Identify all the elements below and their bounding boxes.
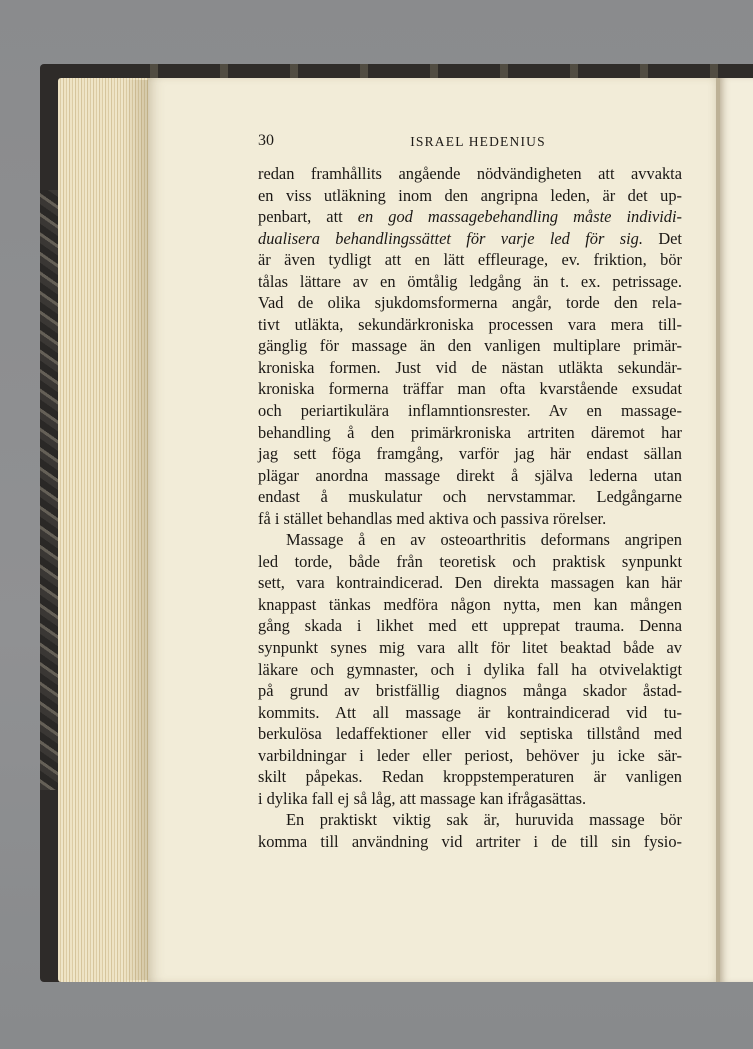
text-segment: led torde, både från teoretisk och praktisk synpunkt: [258, 551, 682, 571]
text-line: [258, 766, 682, 788]
page-body-text: [258, 163, 682, 853]
text-line: [258, 745, 682, 767]
text-line: [258, 486, 682, 508]
text-line: [258, 271, 682, 293]
text-segment: berkulösa ledaffektioner eller vid septiska tillstånd med: [258, 724, 682, 744]
text-line: [258, 809, 682, 831]
page-header: [258, 132, 682, 152]
page-edge-shadow: [124, 80, 150, 980]
text-segment: tålas lättare av en ömtålig ledgång än t. ex. petrissage.: [258, 271, 682, 291]
text-line: [258, 659, 682, 681]
text-segment: En praktiskt viktig sak är, huruvida massage bör: [286, 810, 682, 830]
text-line: [258, 378, 682, 400]
text-line: [258, 831, 682, 853]
text-line: [258, 163, 682, 185]
text-line: [258, 335, 682, 357]
text-line: [258, 788, 682, 810]
text-segment: få i stället behandlas med aktiva och passiva rörelser.: [258, 508, 607, 528]
text-line: [258, 723, 682, 745]
text-line: [258, 422, 682, 444]
text-segment: kroniska formerna träffar man ofta kvarstående exsudat: [258, 379, 682, 399]
text-segment: på grund av bristfällig diagnos många skador åstad-: [258, 681, 682, 701]
text-line: [258, 529, 682, 551]
text-segment: redan framhållits angående nödvändigheten att avvakta: [258, 164, 682, 183]
text-segment: kroniska formen. Just vid de nästan utläkta sekundär-: [258, 357, 682, 377]
italic-text-segment: en god massagebehandling måste individi-: [357, 207, 682, 227]
running-head: ISRAEL HEDENIUS: [410, 134, 546, 149]
text-segment: behandling å den primärkroniska artriten däremot har: [258, 422, 682, 442]
text-segment: läkare och gymnaster, och i dylika fall ha otvivelaktigt: [258, 659, 682, 679]
text-line: [258, 249, 682, 271]
text-segment: skilt påpekas. Redan kroppstemperaturen är vanligen: [258, 767, 682, 787]
text-segment: kommits. Att all massage är kontraindicerad vid tu-: [258, 702, 682, 722]
text-line: [258, 594, 682, 616]
page-number: 30: [258, 132, 274, 149]
text-segment: komma till användning vid artriter i de till sin fysio-: [258, 831, 682, 851]
cover-top-edge: [120, 64, 753, 78]
text-line: [258, 572, 682, 594]
text-line: [258, 206, 682, 228]
text-line: [258, 508, 682, 530]
text-line: [258, 702, 682, 724]
text-line: [258, 292, 682, 314]
italic-text-segment: dualisera behandlingssättet för varje led för sig.: [258, 228, 643, 248]
text-line: [258, 314, 682, 336]
text-segment: knappast tänkas medföra någon nytta, men kan mången: [258, 594, 682, 614]
text-line: [258, 551, 682, 573]
text-line: [258, 680, 682, 702]
text-segment: varbildningar i leder eller periost, behöver ju icke sär-: [258, 745, 682, 765]
text-segment: sett, vara kontraindicerad. Den direkta massagen kan här: [258, 573, 682, 593]
text-segment: Det: [642, 228, 682, 248]
text-line: [258, 185, 682, 207]
text-segment: gänglig för massage än den vanligen multiplare primär-: [258, 336, 682, 356]
text-segment: plägar anordna massage direkt å själva lederna utan: [258, 465, 682, 485]
text-segment: synpunkt synes mig vara allt för litet beaktad både av: [258, 638, 682, 658]
text-line: [258, 400, 682, 422]
text-line: [258, 443, 682, 465]
text-segment: i dylika fall ej så låg, att massage kan ifrågasättas.: [258, 788, 587, 808]
text-segment: penbart, att: [258, 207, 358, 227]
text-segment: gång skada i likhet med ett upprepat trauma. Denna: [258, 616, 682, 636]
text-line: [258, 465, 682, 487]
marbled-spine-edge: [40, 190, 60, 790]
text-segment: en viss utläkning inom den angripna leden, är det up-: [258, 185, 682, 205]
text-segment: och periartikulära inflamntionsrester. Av en massage-: [258, 401, 682, 421]
text-line: [258, 228, 682, 250]
text-segment: jag sett föga framgång, varför jag här endast sällan: [258, 444, 682, 464]
text-line: [258, 615, 682, 637]
facing-page: [720, 78, 753, 982]
text-segment: Massage å en av osteoarthritis deformans angripen: [286, 530, 682, 550]
text-line: [258, 357, 682, 379]
text-segment: tivt utläkta, sekundärkroniska processen vara mera till-: [258, 314, 682, 334]
text-segment: är även tydligt att en lätt effleurage, ev. friktion, bör: [258, 250, 682, 270]
text-segment: Vad de olika sjukdomsformerna angår, torde den rela-: [258, 293, 682, 313]
text-segment: endast å muskulatur och nervstammar. Ledgångarne: [258, 487, 682, 507]
text-line: [258, 637, 682, 659]
